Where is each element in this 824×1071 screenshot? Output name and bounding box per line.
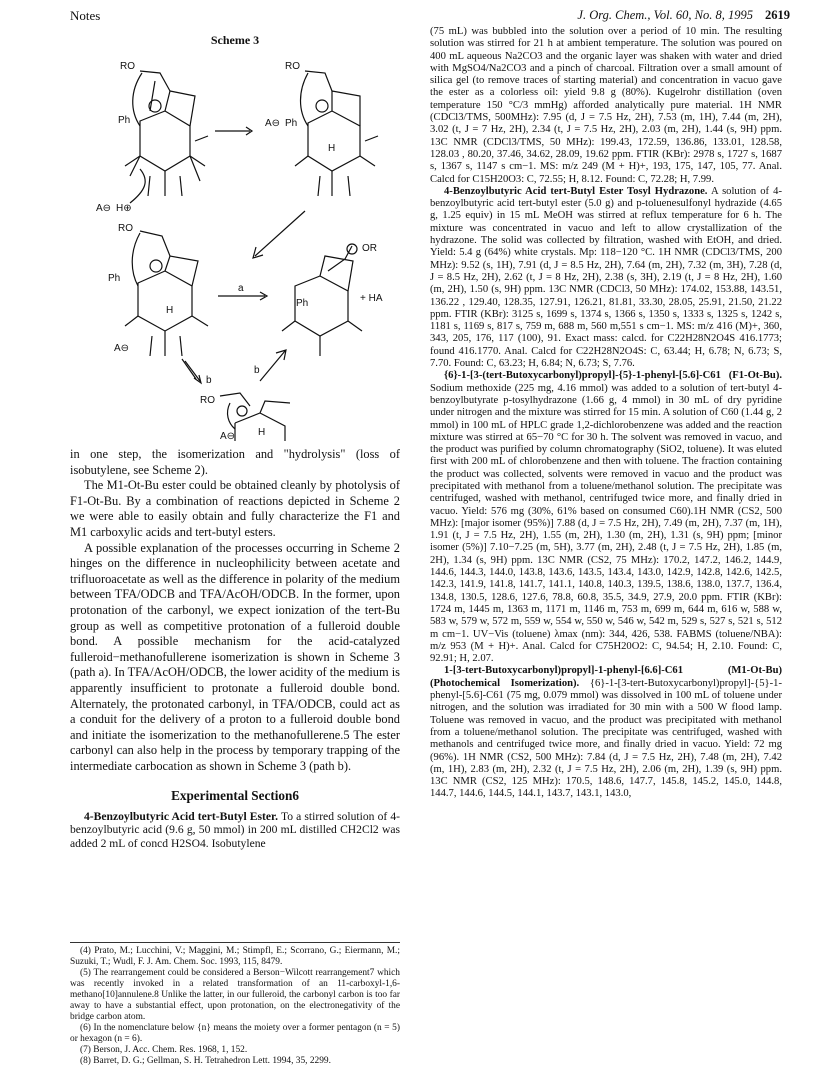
section-title-experimental: Experimental Section6 (171, 787, 299, 803)
heading-m1: 1-[3-tert-Butoxycarbonyl)propyl]-1-phenyl-[6.6]-C61 (M1-Ot-Bu)(Photochemical Isomerization). (430, 665, 782, 689)
paragraph-explanation: A possible explanation of the processes occurring in Scheme 2 hinges on the difference in nucleophilicity between acetate and trifluoroacetate as well as the difference in polarity of the medium between TFA/ODCB and TFA/AcOH/ODCB. In the former, upon protonation of the carbonyl, we expect ionization of the tert-Bu group as well as competitive protonation of a fulleroid double bond. A possible mechanism for the acid-catalyzed fulleroid−methanofullerene isomerization is shown in Scheme 3 (path a). In TFA/AcOH/ODCB, the lower acidity of the medium is apparently insufficient to protonate a fulleroid double bond. Alternately, the protonated carbonyl, in TFA/ODCB, could act as a conduit for the delivery of a proton to a fulleroid double bond and initiate the isomerization to the methanofullerene.5 The ester carbonyl can also help in the process by temporary trapping of the intermediate carbocation as shown in Scheme 3 (path b). (70, 540, 400, 773)
footnote-4: (4) Prato, M.; Lucchini, V.; Maggini, M.; Stimpfl, E.; Scorrano, G.; Eiermann, M.; Suzuki, T.; Wudl, F. J. Am. Chem. Soc. 1993, 115, 8479. (70, 946, 400, 967)
structure-carbocation (265, 61, 378, 196)
footnote-8: (8) Barret, D. G.; Gellman, S. H. Tetrahedron Lett. 1994, 35, 2299. (80, 1056, 331, 1066)
label-ro-5: RO (200, 395, 215, 407)
arrow-path-b-up (260, 350, 286, 381)
paragraph-m1 (430, 665, 782, 800)
paragraph-ester-prep: (75 mL) was bubbled into the solution over a period of 10 min. The resulting solution was stirred for 21 h at ambient temperature. The solution was poured on 400 mL aqueous Na2CO3 and the organic layer was shaken with water and dried with MgSO4/Na2CO3 and a pinch of charcoal. Filtration over a small amount of silica gel (to remove traces of starting material) and concentration in vacuo gave the ester as a colorless oil: yield 9.8 g (80%). Kugelrohr distillation (oven temperature 150 °C/3 mmHg) afforded analytically pure material. 1H NMR (CDCl3/TMS, 500MHz): 7.95 (d, J = 7.5 Hz, 2H), 7.53 (m, 1H), 7.44 (m, 2H), 3.02 (t, J = 7 Hz, 2H), 2.34 (t, J = 7.5 Hz, 2H), 2.03 (m, 2H), 1.44 (s, 9H) ppm. 13C NMR (CDCl3/TMS, 50 MHz): 199.43, 172.59, 136.86, 133.01, 128.58, 128.03 , 80.20, 37.46, 34.62, 28.09, 19.62 ppm. FTIR (KBr): 2978 s, 1727 s, 1687 s, 1367 s, 1147 s cm−1. MS: m/z 249 (M + H)+, 193, 175, 147, 105, 77. Anal. Calcd for C15H20O3: C, 72.55; H, 8.12. Found: C, 72.28; H, 7.99. (430, 26, 782, 185)
running-head-section: Notes (70, 8, 101, 23)
structure-trapped-carbocation (200, 393, 290, 441)
left-column (70, 34, 400, 850)
label-a-minus: A⊖ (96, 203, 112, 215)
label-path-b-1: b (206, 375, 212, 387)
curved-arrow-proton (130, 169, 145, 203)
paragraph-f1 (430, 370, 782, 665)
arrow-forward (215, 127, 252, 135)
heading-f1: {6}-1-[3-(tert-Butoxycarbonyl)propyl]-{5}-1-phenyl-[5.6]-C61 (F1-Ot-Bu). (444, 370, 782, 382)
paragraph-hydrazone (430, 186, 782, 370)
journal-citation: J. Org. Chem., Vol. 60, No. 8, 1995 (577, 8, 753, 22)
heading-hydrazone: 4-Benzoylbutyric Acid tert-Butyl Ester Tosyl Hydrazone. (444, 185, 708, 197)
label-a-minus-5: A⊖ (220, 431, 236, 442)
footnote-7: (7) Berson, J. Acc. Chem. Res. 1968, 1, 152. (80, 1045, 248, 1055)
label-path-a: a (238, 283, 244, 295)
label-h-5: H (258, 427, 266, 439)
label-h: H (328, 143, 336, 155)
label-ph-3: Ph (108, 273, 121, 285)
structure-methanofullerene (282, 243, 383, 356)
label-or: OR (362, 243, 377, 255)
procedure-text: To a stirred solution of 4-benzoylbutyric acid (9.6 g, 50 mmol) in 200 mL distilled CH2Cl2 was added 2 mL of concd H2SO4. Isobutylene (70, 809, 400, 850)
label-h-plus: H⊕ (116, 203, 132, 215)
label-plus-ha: + HA (360, 293, 383, 305)
label-a-minus-2: A⊖ (265, 118, 281, 130)
right-column (430, 26, 782, 801)
label-path-b-2: b (254, 365, 260, 377)
arrow-down-left (253, 211, 305, 258)
paragraph-experimental-1 (70, 810, 400, 851)
label-ph-2: Ph (285, 118, 298, 130)
footnotes (70, 942, 400, 1067)
compound-heading: 4-Benzoylbutyric Acid tert-Butyl Ester. (84, 809, 279, 823)
label-a-minus-3: A⊖ (114, 343, 130, 355)
paragraph-m1-ester: The M1-Ot-Bu ester could be obtained cleanly by photolysis of F1-Ot-Bu. By a combination of reactions depicted in Scheme 2 we were able to easily obtain and fully characterize the F1 and M1 carboxylic acids and tert-butyl esters. (70, 478, 400, 540)
text-hydrazone: A solution of 4-benzoylbutyric acid tert-butyl ester (5.0 g) and p-toluenesulfonyl hydrazide (4.65 g, 1.25 equiv) in 15 mL MeOH was stirred at reflux temperature for 6 h. The mixture was concentrated in vacuo and left to allow crystallization of the hydrazone. The solid was collected by filtration, washed with EtOH, and dried. Yield: 5.4 g (64%) white crystals. Mp: 118−120 °C. 1H NMR (CDCl3/TMS, 200 MHz): 9.52 (s, 1H), 7.91 (d, J = 8.5 Hz, 2H), 7.64 (m, 2H), 7.32 (m, 3H), 7.28 (d, J = 8.5 Hz, 2H), 2.62 (t, J = 8 Hz, 2H), 2.38 (s, 3H), 2.19 (t, J = 8 Hz, 2H), 1.60 (m, 2H), 1.50 (s, 9H) ppm. 13C NMR (CDCl3, 50 MHz): 174.02, 153.88, 143.51, 136.22 , 129.40, 128.35, 127.91, 126.21, 81.81, 33.30, 28.05, 25.91, 21.50, 21.22 ppm. FTIR (KBr): 3125 s, 1699 s, 1374 s, 1366 s, 1350 s, 1333 s, 1325 s, 1242 s, 1181 s, 1169 s, 817 s, 759 m, 688 m, 560 m,551 s cm−1. MS: m/z 416 (M)+, 360, 343, 205, 176, 117 (100), 91. Exact mass: calcd. for C22H28N2O4S 416.1773; found 416.1770. Anal. Calcd for C22H28N2O4S: C, 63.44; H, 6.78; N, 6.73; S, 7.70. Found: C, 63.23; H, 6.84; N, 6.73; S, 7.76. (430, 185, 782, 370)
label-ro-2: RO (285, 61, 300, 73)
scheme-3-figure (70, 51, 400, 441)
page-number: 2619 (765, 8, 790, 22)
label-h-3: H (166, 305, 174, 317)
paragraph-continuation: in one step, the isomerization and "hydrolysis" (loss of isobutylene, see Scheme 2). (70, 447, 400, 477)
arrow-path-b-down (185, 361, 201, 383)
structure-cation-intermediate (108, 223, 208, 356)
text-f1: Sodium methoxide (225 mg, 4.16 mmol) was added to a solution of tert-butyl 4-benzoylbutyrate p-tosylhydrazone (1.66 g, 4 mmol) in 30 mL of dry pyridine under nitrogen and the mixture was stirred for 15 min. A solution of C60 (1.44 g, 2 mmol) in 100 mL of HPLC grade 1,2-dichlorobenzene was added and the reaction mixture was stirred at 65−70 °C for 30 h. The solvent was removed in vacuo, and the product was purified by column chromatography (SiO2, toluene). It was eluted first with 200 mL of chlorobenzene and then with toluene. The fraction containing the product was collected, solvents were removed in vacuo and the product was precipitated with methanol from a toluene/methanol solution. The precipitate was centrifuged, washed with methanol, centrifuged twice more, and finally dried in vacuo. Yield: 576 mg (30%, 61% based on consumed C60).1H NMR (CS2, 500 MHz): [major isomer (95%)] 7.88 (d, J = 7.5 Hz, 2H), 7.49 (m, 2H), 7.37 (m, 1H), 1.91 (t, J = 7.5 Hz, 2H), 1.55 (m, 2H), 1.30 (m, 2H), 1.31 (s, 9H) ppm; [minor isomer (5%)] 7.10−7.25 (m, 5H), 3.77 (m, 2H), 2.48 (t, J = 7.5 Hz, 2H), 1.85 (m, 2H), 1.34 (s, 9H) ppm. 13C NMR (CS2, 75 MHz): 170.2, 147.2, 146.2, 144.9, 144.6, 144.3, 144.0, 143.8, 143.6, 143.5, 143.4, 143.0, 142.9, 142.8, 142.6, 142.5, 142.3, 141.9, 141.8, 141.7, 141.1, 140.8, 140.3, 139.5, 138.6, 138.0, 137.7, 136.4, 134.8, 130.5, 128.6, 127.6, 78.8, 60.8, 35.5, 34.9, 27.9, 20.0 ppm. FTIR (KBr): 1724 m, 1445 m, 1363 m, 1171 m, 1146 m, 753 m, 699 m, 644 m, 616 w, 588 w, 583 w, 579 w, 572 m, 559 w, 554 w, 550 w, 546 w, 542 m, 529 s, 527 s, 521 s, 512 m cm−1. UV−Vis (toluene) λmax (nm): 344, 426, 538. FABMS (toluene/NBA): m/z 953 (M + H)+. Anal. Calcd for C75H20O2: C, 94.54; H, 2.10. Found: C, 92.91; H, 2.07. (430, 382, 782, 665)
label-ph-4: Ph (296, 298, 309, 310)
running-head-journal (577, 8, 790, 23)
label-ro-3: RO (118, 223, 133, 235)
footnote-5: (5) The rearrangement could be considered a Berson−Wilcott rearrangement7 which was recently invoked in a related transformation of an 11-carboxyl-1,6-methano[10]annulene.8 Unlike the latter, in our fulleroid, the carbonyl carbon is too far away to have a substantial effect, upon protonation, on the electronegativity of the bridge carbon atom. (70, 968, 400, 1022)
footnote-6: (6) In the nomenclature below {n} means the moiety over a former pentagon (n = 5) or hexagon (n = 6). (70, 1023, 400, 1044)
text-m1: {6}-1-[3-tert-Butoxycarbonyl)propyl]-{5}-1-phenyl-[5.6]-C61 (75 mg, 0.079 mmol) was dissolved in 100 mL of toluene under nitrogen, and the solution was irradiated for 30 min with a 500 W flood lamp. Toluene was removed in vacuo, and the product was precipitated with methanol from a toluene/methanol solution. The precipitate was centrifuged, washed with methanols and centrifuged twice more, and finally dried in vacuo. Yield: 72 mg (96%). 1H NMR (CS2, 500 MHz): 7.84 (d, J = 7.5 Hz, 2H), 7.48 (m, 2H), 7.42 (m, 1H), 2.83 (m, 2H), 2.32 (t, J = 7.5 Hz, 2H), 2.06 (m, 2H), 1.39 (s, 9H) ppm. 13C NMR (CS2, 125 MHz): 170.5, 148.6, 147.7, 145.8, 145.2, 145.0, 144.8, 144.7, 144.6, 144.5, 144.1, 143.7, 143.1, 143.0, (430, 677, 782, 800)
structure-fulleroid-protonated (118, 61, 208, 196)
scheme-title: Scheme 3 (210, 33, 260, 47)
label-ph: Ph (118, 115, 131, 127)
label-ro: RO (120, 61, 135, 73)
